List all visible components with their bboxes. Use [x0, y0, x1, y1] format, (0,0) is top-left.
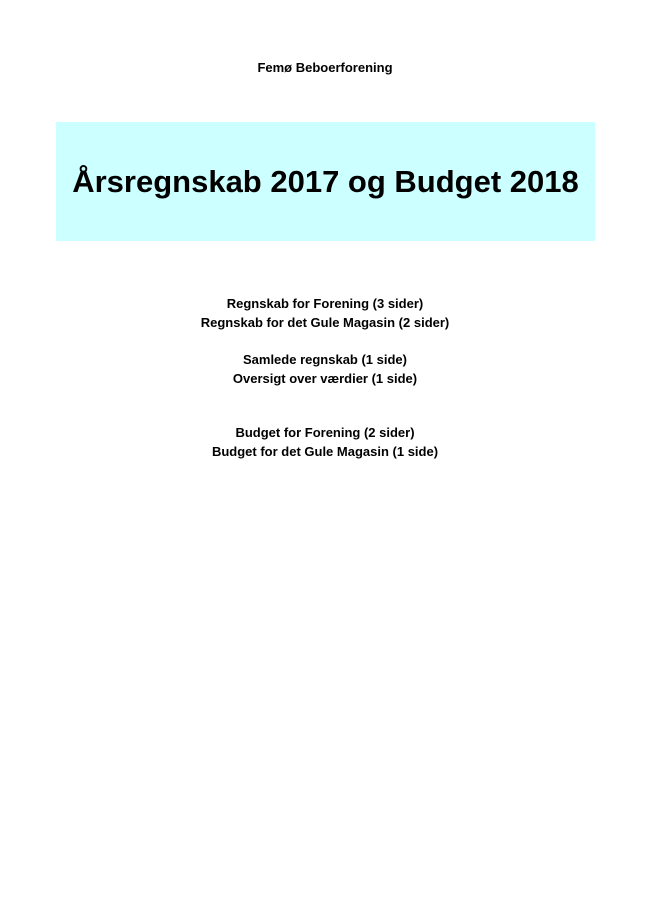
contents-item-oversigt-vaerdier: Oversigt over værdier (1 side)	[232, 371, 418, 386]
contents-item-regnskab-gule-magasin: Regnskab for det Gule Magasin (2 sider)	[200, 315, 450, 330]
contents-item-budget-forening: Budget for Forening (2 sider)	[235, 425, 415, 440]
title-banner	[56, 122, 595, 241]
contents-list	[0, 294, 650, 461]
organization-name: Femø Beboerforening	[257, 60, 393, 75]
contents-group-budget	[0, 423, 650, 461]
contents-item-samlede-regnskab: Samlede regnskab (1 side)	[242, 352, 407, 367]
contents-group-regnskab	[0, 294, 650, 332]
document-title: Årsregnskab 2017 og Budget 2018	[72, 163, 579, 199]
contents-item-budget-gule-magasin: Budget for det Gule Magasin (1 side)	[211, 444, 439, 459]
contents-group-samlet	[0, 350, 650, 388]
contents-item-regnskab-forening: Regnskab for Forening (3 sider)	[226, 296, 424, 311]
